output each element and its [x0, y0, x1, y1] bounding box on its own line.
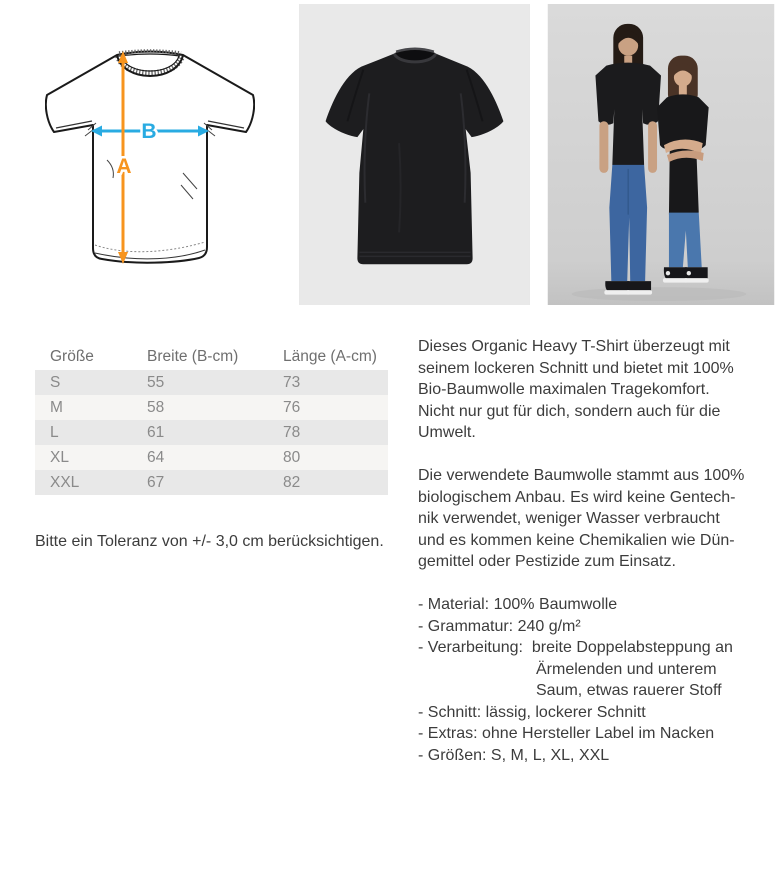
- feature-item-extras: - Extras: ohne Hersteller Label im Nacken: [418, 725, 715, 742]
- col-header-laenge: Länge (A-cm): [283, 348, 377, 365]
- description-line: Die verwendete Baumwolle stammt aus 100%: [418, 467, 745, 484]
- product-photo-models[interactable]: [547, 4, 775, 305]
- table-row-xl: [35, 445, 388, 470]
- black-tee-illustration: [299, 4, 530, 305]
- cell-breite: 64: [147, 448, 165, 466]
- paragraph-spacer: [418, 444, 774, 466]
- studio-background: [548, 4, 774, 305]
- cell-breite: 67: [147, 473, 165, 491]
- cell-breite: 58: [147, 398, 165, 416]
- cell-laenge: 78: [283, 423, 301, 441]
- description-line: nik verwendet, weniger Wasser verbraucht: [418, 510, 720, 527]
- feature-item-schnitt: - Schnitt: lässig, lockerer Schnitt: [418, 703, 646, 721]
- cell-laenge: 73: [283, 373, 301, 391]
- feature-list: [418, 594, 774, 766]
- description-line: Bio-Baumwolle maximalen Tragekomfort.: [418, 381, 710, 398]
- feature-item-material: - Material: 100% Baumwolle: [418, 596, 618, 613]
- product-description: [418, 336, 774, 766]
- feature-item-grammatur: - Grammatur: 240 g/m²: [418, 617, 581, 635]
- description-line: Umwelt.: [418, 424, 476, 441]
- description-paragraph-2: [418, 465, 774, 573]
- description-line: Nicht nur gut für dich, sondern auch für die: [418, 402, 721, 420]
- tee-outline: [46, 52, 254, 263]
- feature-item-groessen: - Größen: S, M, L, XL, XXL: [418, 746, 610, 764]
- floor-shadow: [572, 287, 747, 301]
- description-paragraph-1: [418, 336, 774, 444]
- length-label-a: A: [116, 155, 132, 178]
- cell-laenge: 76: [283, 398, 301, 416]
- description-line: Dieses Organic Heavy T-Shirt überzeugt mit: [418, 338, 730, 355]
- size-table-header-row: [35, 344, 388, 370]
- size-diagram-image[interactable]: [45, 45, 255, 270]
- product-photo-flat-tee[interactable]: [299, 4, 530, 305]
- tshirt-measurement-diagram: [45, 45, 255, 270]
- cell-size: XXL: [50, 473, 80, 491]
- description-line: seinem lockeren Schnitt und bietet mit 100%: [418, 359, 734, 377]
- cell-size: XL: [50, 448, 69, 466]
- cell-size: L: [50, 423, 59, 441]
- table-row-l: [35, 420, 388, 445]
- feature-item-verarbeitung-cont: Ärmelenden und unterem: [536, 660, 717, 678]
- description-line: biologischem Anbau. Es wird keine Gentech-: [418, 488, 736, 506]
- feature-item-verarbeitung: - Verarbeitung: breite Doppelabsteppung an: [418, 639, 733, 656]
- width-label-b: B: [141, 120, 157, 143]
- table-row-m: [35, 395, 388, 420]
- col-header-breite: Breite (B-cm): [147, 348, 239, 365]
- paragraph-spacer: [418, 573, 774, 595]
- size-table: [35, 344, 388, 495]
- cell-breite: 61: [147, 423, 165, 441]
- description-line: und es kommen keine Chemikalien wie Dün-: [418, 531, 735, 549]
- col-header-groesse: Größe: [50, 348, 94, 365]
- tolerance-note: Bitte ein Toleranz von +/- 3,0 cm berücksichtigen.: [35, 533, 384, 550]
- description-line: gemittel oder Pestizide zum Einsatz.: [418, 553, 676, 570]
- feature-item-verarbeitung-cont: Saum, etwas rauerer Stoff: [536, 682, 722, 699]
- table-row-xxl: [35, 470, 388, 495]
- cell-breite: 55: [147, 373, 165, 391]
- models-illustration: [547, 4, 775, 305]
- cell-size: S: [50, 373, 61, 391]
- cell-laenge: 82: [283, 473, 301, 491]
- cell-size: M: [50, 398, 63, 416]
- table-row-s: [35, 370, 388, 395]
- cell-laenge: 80: [283, 448, 301, 466]
